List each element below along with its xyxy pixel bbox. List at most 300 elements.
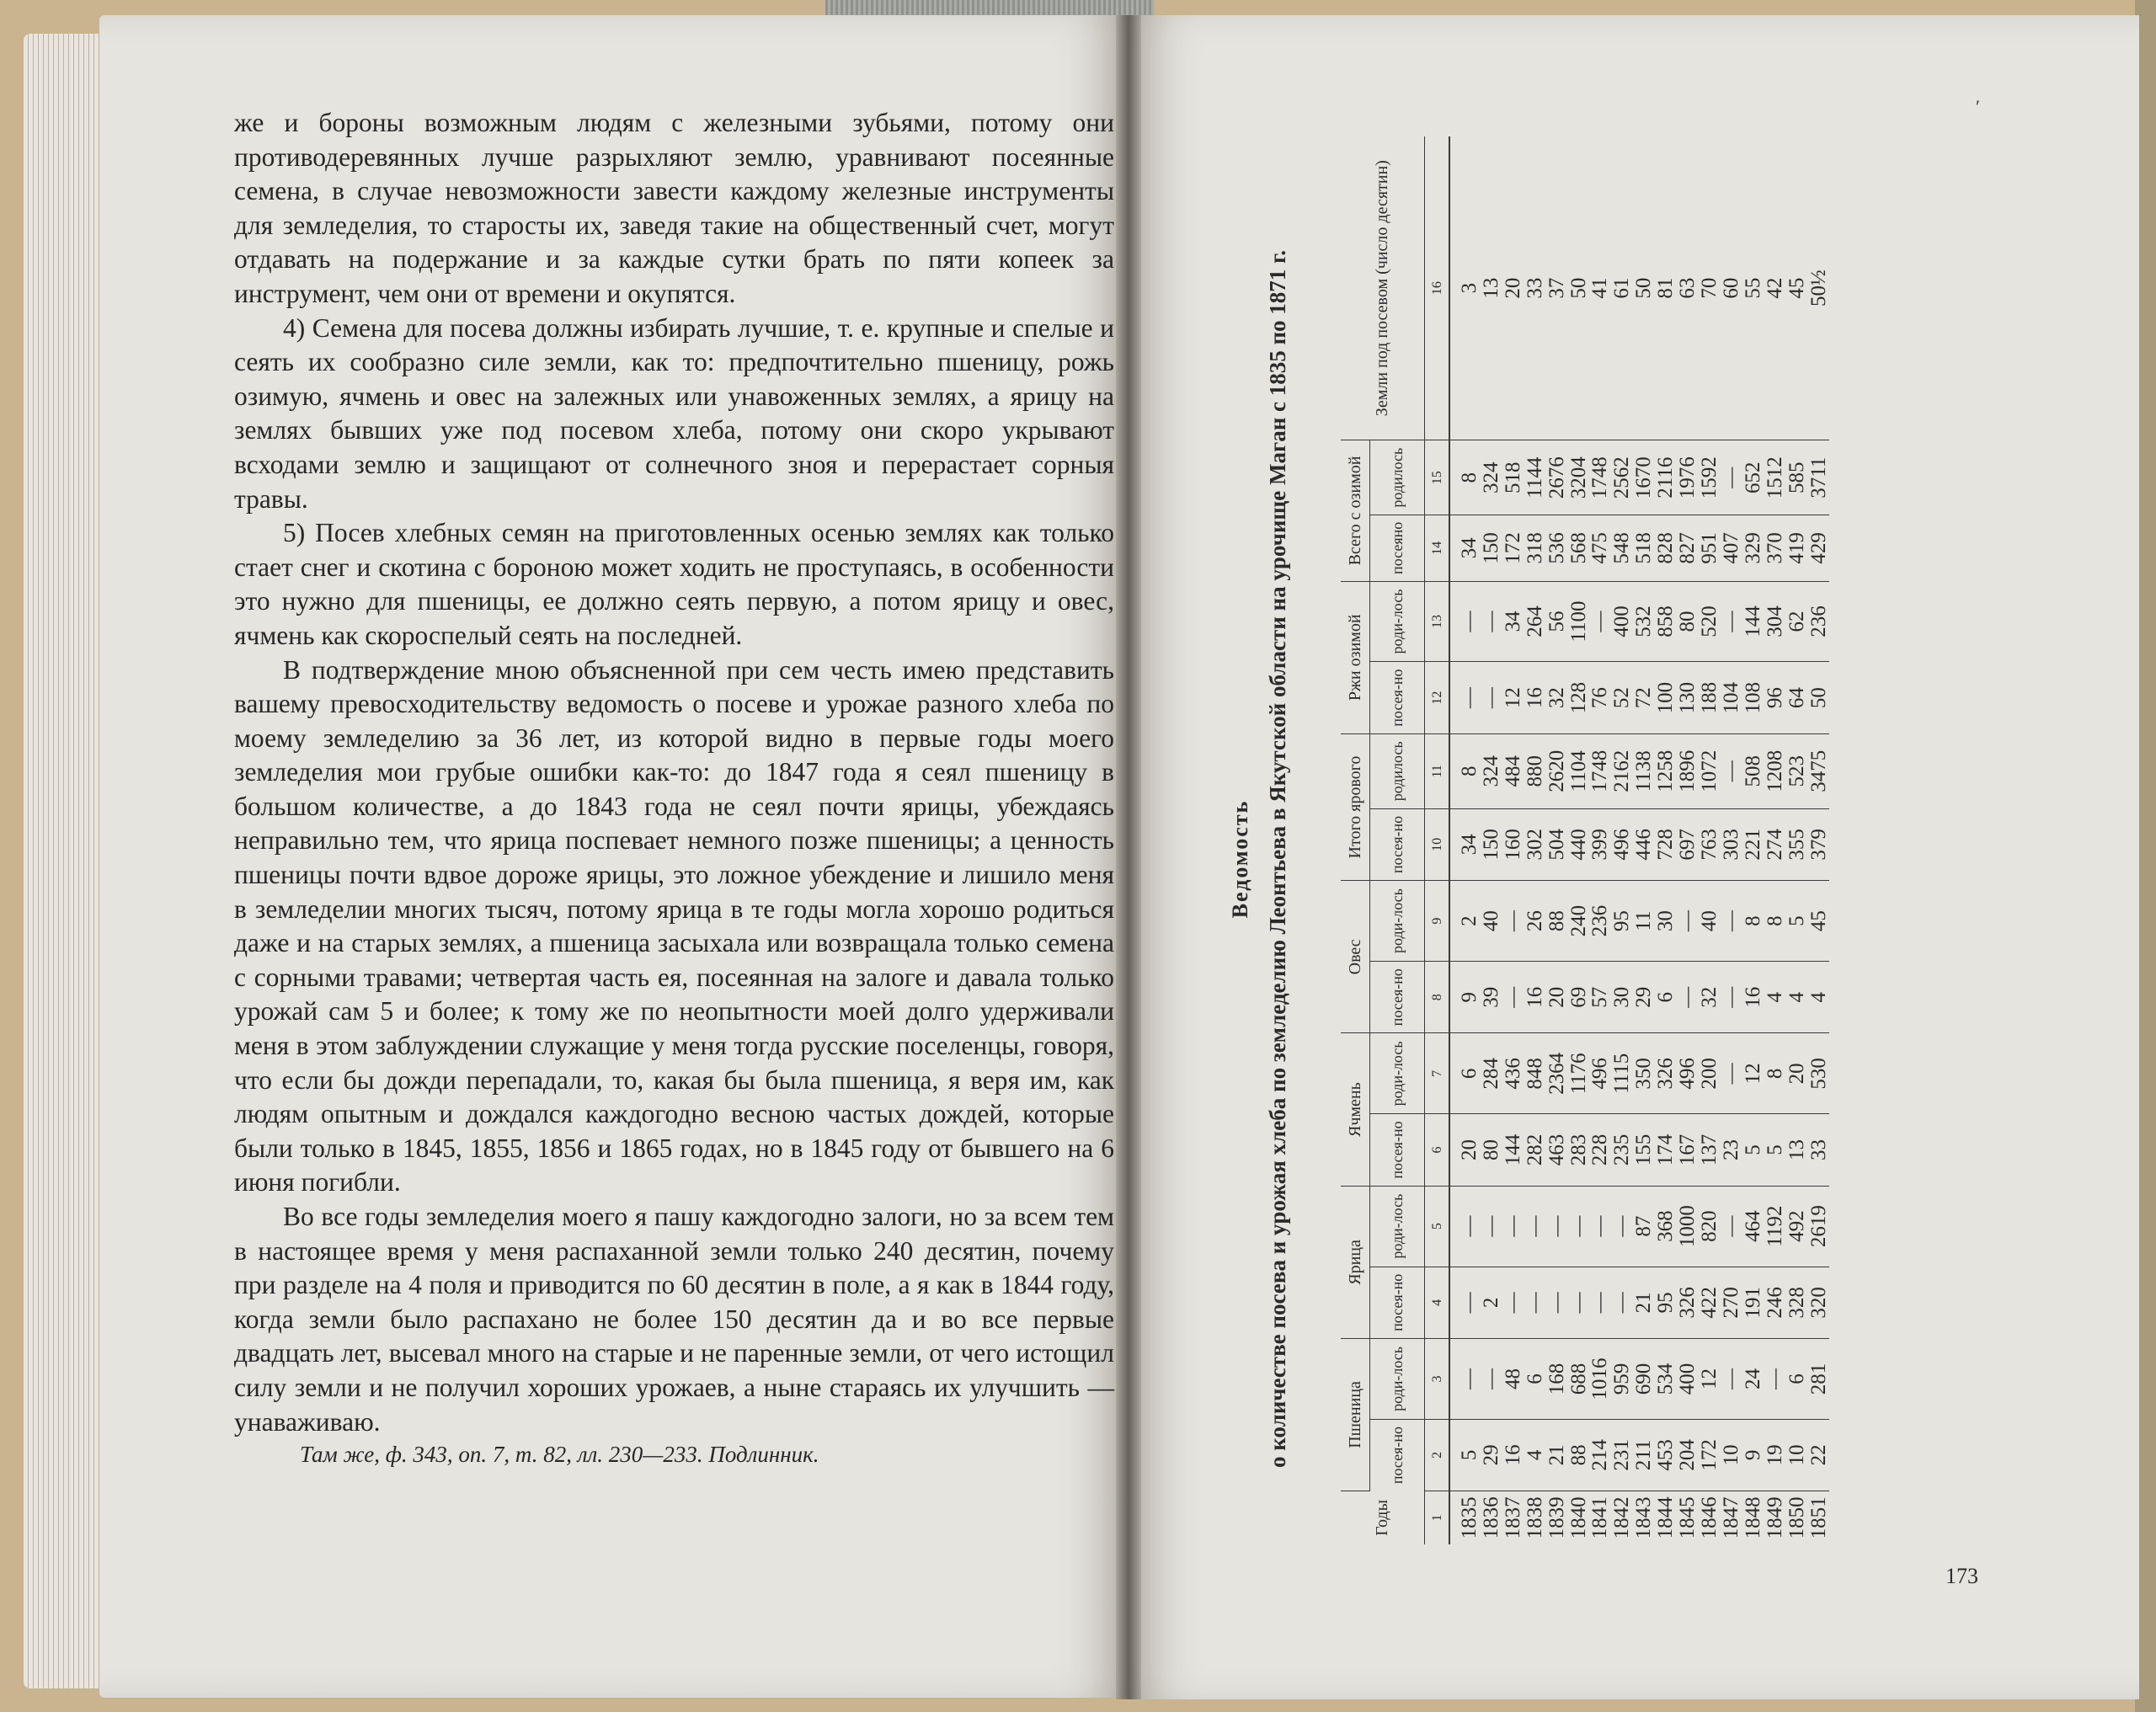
table-cell: 137 [1699, 1114, 1721, 1187]
header-land: Земли под посевом (число десятин) [1341, 136, 1425, 440]
table-cell: 200 [1699, 1033, 1721, 1114]
table-cell: 520 [1699, 581, 1721, 662]
header-yield: роди-лось [1370, 1033, 1425, 1114]
table-cell: 150 [1481, 515, 1502, 582]
table-row [1786, 136, 1808, 1544]
table-cell: 8 [1764, 1033, 1786, 1114]
table-cell: 80 [1481, 1114, 1502, 1187]
table-cell: 13 [1786, 1114, 1808, 1187]
table-cell: 3475 [1808, 733, 1830, 808]
year-cell: 1844 [1654, 1496, 1678, 1539]
table-cell: 32 [1546, 662, 1568, 734]
table-cell: 24 [1742, 1339, 1764, 1420]
table-cell: 20 [1449, 1114, 1481, 1187]
table-cell: — [1721, 961, 1742, 1033]
table-cell: — [1449, 581, 1481, 662]
header-yield: роди-лось [1370, 1186, 1425, 1267]
table-cell: 76 [1589, 662, 1611, 734]
table-cell: 827 [1677, 515, 1699, 582]
table-cell: 2116 [1655, 440, 1677, 515]
printed-mark: ′ [1976, 96, 1980, 117]
table-cell: 221 [1742, 808, 1764, 881]
header-years: Годы [1341, 1491, 1425, 1544]
year-cell: 1836 [1479, 1496, 1502, 1539]
column-number: 1 [1425, 1491, 1450, 1544]
table-cell: 326 [1677, 1267, 1699, 1339]
table-cell: 329 [1742, 515, 1764, 582]
column-number: 15 [1425, 440, 1450, 515]
table-cell: 155 [1633, 1114, 1655, 1187]
table-cell: 504 [1546, 808, 1568, 881]
table-cell: 1192 [1764, 1186, 1786, 1267]
table-cell: 3 [1449, 136, 1481, 440]
table-cell: 40 [1699, 881, 1721, 962]
table-cell: 3204 [1568, 440, 1590, 515]
table-cell: — [1524, 1267, 1546, 1339]
table-cell: — [1546, 1186, 1568, 1267]
column-number: 4 [1425, 1267, 1450, 1339]
column-number: 5 [1425, 1186, 1450, 1267]
table-cell: 1104 [1568, 733, 1590, 808]
table-cell: 61 [1611, 136, 1633, 440]
table-cell: — [1589, 581, 1611, 662]
table-cell: 12 [1502, 662, 1524, 734]
table-cell: 88 [1568, 1419, 1590, 1491]
table-cell: 652 [1742, 440, 1764, 515]
table-cell: 34 [1449, 808, 1481, 881]
year-cell: 1840 [1566, 1496, 1590, 1539]
table-cell: — [1449, 662, 1481, 734]
table-cell: 324 [1481, 733, 1502, 808]
table-cell: 72 [1633, 662, 1655, 734]
table-cell: 2 [1481, 1267, 1502, 1339]
table-cell: 40 [1481, 881, 1502, 962]
table-cell: 4 [1524, 1419, 1546, 1491]
header-yield: родилось [1370, 440, 1425, 515]
table-cell: — [1568, 1186, 1590, 1267]
table-cell: 270 [1721, 1267, 1742, 1339]
column-number: 11 [1425, 733, 1450, 808]
table-cell: 2364 [1546, 1033, 1568, 1114]
header-group: Итого ярового [1341, 733, 1370, 880]
table-cell: 80 [1677, 581, 1699, 662]
table-cell: 518 [1633, 515, 1655, 582]
table-cell: — [1449, 1339, 1481, 1420]
header-group: Ржи озимой [1341, 581, 1370, 733]
table-cell: 496 [1611, 808, 1633, 881]
column-number: 16 [1425, 136, 1450, 440]
table-cell: 880 [1524, 733, 1546, 808]
header-sown: посея-но [1370, 1419, 1425, 1491]
table-cell: — [1721, 1339, 1742, 1420]
table-cell: 400 [1677, 1339, 1699, 1420]
table-cell: 128 [1568, 662, 1590, 734]
table-cell: 9 [1742, 1419, 1764, 1491]
table-cell: — [1568, 1267, 1590, 1339]
table-heading: Ведомость [1228, 799, 1252, 919]
table-cell: 1000 [1677, 1186, 1699, 1267]
table-cell: 368 [1655, 1186, 1677, 1267]
column-number: 2 [1425, 1419, 1450, 1491]
table-cell: 4 [1764, 961, 1786, 1033]
table-cell: 130 [1677, 662, 1699, 734]
table-cell: — [1677, 961, 1699, 1033]
table-cell: 828 [1655, 515, 1677, 582]
table-cell: 5 [1764, 1114, 1786, 1187]
table-cell: 2676 [1546, 440, 1568, 515]
table-cell: 690 [1633, 1339, 1655, 1420]
table-cell: 69 [1568, 961, 1590, 1033]
column-number: 6 [1425, 1114, 1450, 1187]
table-cell: 64 [1786, 662, 1808, 734]
table-cell: — [1502, 881, 1524, 962]
table-cell: 20 [1502, 136, 1524, 440]
table-cell: 32 [1699, 961, 1721, 1033]
header-yield: роди-лось [1370, 581, 1425, 662]
year-cell: 1847 [1719, 1496, 1742, 1539]
table-cell: 52 [1611, 662, 1633, 734]
year-cell: 1845 [1676, 1496, 1700, 1539]
table-row [1449, 136, 1481, 1544]
table-cell: 2 [1449, 881, 1481, 962]
table-cell: 763 [1699, 808, 1721, 881]
table-cell: 281 [1808, 1339, 1830, 1420]
table-row [1546, 136, 1568, 1544]
table-cell: 50 [1568, 136, 1590, 440]
table-cell: 87 [1633, 1186, 1655, 1267]
table-cell: 167 [1677, 1114, 1699, 1187]
table-cell: — [1721, 881, 1742, 962]
table-cell: 41 [1589, 136, 1611, 440]
table-cell: 16 [1524, 662, 1546, 734]
paragraph: Во все годы земледелия моего я пашу каждогодно залоги, но за всем тем в настоящее время у меня распаханной земли только 240 десятин, почему при разделе на 4 поля и приводится по 60 десятин в поле, а я как в 1844 году, когда земли было распахано не более 150 десятин да и во все первые двадцать лет, высевал много на старые и не паренные земли, от чего истощил силу земли и не получил хороших урожаев, а ныне стараясь их улучшить — унаваживаю. [234, 1202, 1114, 1437]
table-cell: 191 [1742, 1267, 1764, 1339]
header-group: Овес [1341, 881, 1370, 1033]
table-cell: 1976 [1677, 440, 1699, 515]
table-cell: 39 [1481, 961, 1502, 1033]
paragraph: В подтверждение мною объясненной при сем честь имею представить вашему превосходительству ведомость о посеве и урожае разного хлеба по моему земледелию за 36 лет, из которой видно в первые годы моего земледелия мои грубые ошибки как-то: до 1847 года я сеял пшеницу в большом количестве, а до 1843 года не сеял почти ярицы, убеждаясь неправильно тем, что ярица поспевает немного позже пшеницы; а ценность пшеницы почти вдвое дороже ярицы, это ложное убеждение и лишило меня в земледелии многих тысяч, потому ярица в те годы могла хорошо родиться даже и на старых землях, а пшеница засыхала или возвращала только семена с сорными травами; четвертая часть ея, посеянная на залоге и давала только урожай сам 5 и более; к тому же по неопытности моей долго удерживали меня в этом заблуждении служащие у меня тогда русские поселенцы, говоря, что если бы дожди перепадали, то, какая бы была пшеница, я веря им, как людям опытным и дождался каждогодно весною частых дождей, которые были только в 1845, 1855, 1856 и 1865 годах, но в 1845 году от бывшего на 6 июня погибли. [234, 654, 1114, 1197]
table-cell: 6 [1449, 1033, 1481, 1114]
table-cell: — [1589, 1186, 1611, 1267]
header-sown: посея-но [1370, 1267, 1425, 1339]
year-cell: 1846 [1697, 1496, 1721, 1539]
table-cell: 518 [1502, 440, 1524, 515]
table-cell: 16 [1524, 961, 1546, 1033]
table-cell: 100 [1655, 662, 1677, 734]
table-cell: — [1481, 662, 1502, 734]
table-cell: 144 [1742, 581, 1764, 662]
table-cell: 95 [1611, 881, 1633, 962]
table-cell: 50 [1633, 136, 1655, 440]
table-cell: 820 [1699, 1186, 1721, 1267]
paragraph: же и бороны возможным людям с железными зубьями, потому они противодеревянных лучше разрыхляют землю, уравнивают посеянные семена, в случае невозможности завести каждому железные инструменты для земледелия, то старосты их, заведя такие на общественный счет, могут отдавать на подержание и за каждые сутки брать по пяти копеек за инструмент, чем они от времени и окупятся. [234, 108, 1114, 308]
table-cell: 1896 [1677, 733, 1699, 808]
table-cell: 96 [1764, 662, 1786, 734]
table-cell: — [1589, 1267, 1611, 1339]
table-cell: 6 [1655, 961, 1677, 1033]
table-cell: 532 [1633, 581, 1655, 662]
table-cell: 1208 [1764, 733, 1786, 808]
table-cell: — [1449, 1267, 1481, 1339]
table-cell: 4 [1786, 961, 1808, 1033]
year-cell: 1835 [1458, 1496, 1481, 1539]
table-cell: 45 [1808, 881, 1830, 962]
table-cell: 8 [1742, 881, 1764, 962]
table-cell: 70 [1699, 136, 1721, 440]
year-cell: 1837 [1501, 1496, 1524, 1539]
table-cell: — [1481, 1186, 1502, 1267]
table-cell: 1115 [1611, 1033, 1633, 1114]
table-cell: 407 [1721, 515, 1742, 582]
table-cell: 496 [1589, 1033, 1611, 1114]
year-cell: 1841 [1588, 1496, 1612, 1539]
table-cell: 429 [1808, 515, 1830, 582]
table-cell: 951 [1699, 515, 1721, 582]
column-number: 14 [1425, 515, 1450, 582]
column-number: 10 [1425, 808, 1450, 881]
header-yield: роди-лось [1370, 881, 1425, 962]
table-row [1655, 136, 1677, 1544]
table-cell: 475 [1589, 515, 1611, 582]
table-cell: 530 [1808, 1033, 1830, 1114]
table-cell: 236 [1589, 881, 1611, 962]
table-cell: 453 [1655, 1419, 1677, 1491]
column-number: 13 [1425, 581, 1450, 662]
table-cell: 6 [1786, 1339, 1808, 1420]
table-row [1677, 136, 1699, 1544]
table-cell: 11 [1633, 881, 1655, 962]
table-cell: 1100 [1568, 581, 1590, 662]
table-cell: 33 [1808, 1114, 1830, 1187]
table-cell: 42 [1764, 136, 1786, 440]
table-cell: 19 [1764, 1419, 1786, 1491]
table-cell: — [1481, 1339, 1502, 1420]
table-cell: 400 [1611, 581, 1633, 662]
table-cell: — [1721, 1033, 1742, 1114]
table-cell: — [1502, 961, 1524, 1033]
table-cell: 484 [1502, 733, 1524, 808]
table-cell: 60 [1721, 136, 1742, 440]
table-cell: 4 [1808, 961, 1830, 1033]
table-cell: 446 [1633, 808, 1655, 881]
table-subheading: о количестве посева и урожая хлеба по земледелию Леонтьева в Якутской области на урочище Маган с 1835 по 1871 г. [1265, 249, 1290, 1469]
table-cell: 959 [1611, 1339, 1633, 1420]
table-cell: 26 [1524, 881, 1546, 962]
table-cell: 10 [1721, 1419, 1742, 1491]
year-cell: 1851 [1806, 1496, 1830, 1539]
table-cell: 5 [1449, 1419, 1481, 1491]
table-cell: 568 [1568, 515, 1590, 582]
table-cell: — [1524, 1186, 1546, 1267]
year-cell: 1843 [1632, 1496, 1656, 1539]
table-cell: 12 [1742, 1033, 1764, 1114]
table-cell: 1512 [1764, 440, 1786, 515]
table-cell: 320 [1808, 1267, 1830, 1339]
table-cell: 88 [1546, 881, 1568, 962]
table-cell: 523 [1786, 733, 1808, 808]
table-cell: — [1502, 1186, 1524, 1267]
table-cell: 283 [1568, 1114, 1590, 1187]
table-cell: 16 [1742, 961, 1764, 1033]
column-number: 8 [1425, 961, 1450, 1033]
header-yield: родилось [1370, 733, 1425, 808]
table-cell: 95 [1655, 1267, 1677, 1339]
table-cell: — [1502, 1267, 1524, 1339]
table-cell: 536 [1546, 515, 1568, 582]
table-cell: 1670 [1633, 440, 1655, 515]
table-cell: 303 [1721, 808, 1742, 881]
table-cell: 29 [1481, 1419, 1502, 1491]
year-cell: 1848 [1741, 1496, 1764, 1539]
table-cell: 697 [1677, 808, 1699, 881]
table-cell: 3711 [1808, 440, 1830, 515]
header-sown: посея-но [1370, 961, 1425, 1033]
table-cell: 422 [1699, 1267, 1721, 1339]
source-citation: Там же, ф. 343, оп. 7, т. 82, лл. 230—233. Подлинник. [300, 1442, 819, 1467]
table-cell: 30 [1611, 961, 1633, 1033]
header-group: Всего с озимой [1341, 440, 1370, 581]
table-cell: — [1764, 1339, 1786, 1420]
table-cell: 104 [1721, 662, 1742, 734]
table-cell: 34 [1502, 581, 1524, 662]
table-row [1611, 136, 1633, 1544]
table-cell: 284 [1481, 1033, 1502, 1114]
table-cell: 108 [1742, 662, 1764, 734]
table-cell: 1592 [1699, 440, 1721, 515]
table-cell: 12 [1699, 1339, 1721, 1420]
table-cell: 399 [1589, 808, 1611, 881]
table-cell: — [1481, 581, 1502, 662]
table-cell: 282 [1524, 1114, 1546, 1187]
table-row [1633, 136, 1655, 1544]
table-cell: — [1721, 1186, 1742, 1267]
table-cell: 56 [1546, 581, 1568, 662]
table-cell: 55 [1742, 136, 1764, 440]
harvest-table [1341, 136, 1829, 1544]
table-cell: 1748 [1589, 440, 1611, 515]
table-cell: — [1721, 733, 1742, 808]
column-number: 12 [1425, 662, 1450, 734]
table-cell: 8 [1449, 440, 1481, 515]
table-cell: 318 [1524, 515, 1546, 582]
table-cell: 492 [1786, 1186, 1808, 1267]
table-cell: 464 [1742, 1186, 1764, 1267]
year-cell: 1838 [1523, 1496, 1546, 1539]
table-cell: 13 [1481, 136, 1502, 440]
table-cell: 419 [1786, 515, 1808, 582]
table-cell: 496 [1677, 1033, 1699, 1114]
table-cell: 508 [1742, 733, 1764, 808]
header-yield: роди-лось [1370, 1339, 1425, 1420]
table-cell: 236 [1808, 581, 1830, 662]
header-group: Ячмень [1341, 1033, 1370, 1186]
rotated-table-block [1221, 118, 1962, 1600]
year-cell: 1850 [1785, 1496, 1808, 1539]
table-cell: 440 [1568, 808, 1590, 881]
table-cell: 302 [1524, 808, 1546, 881]
year-cell: 1842 [1610, 1496, 1634, 1539]
table-cell: 8 [1449, 733, 1481, 808]
table-cell: 168 [1546, 1339, 1568, 1420]
table-cell: 50½ [1808, 136, 1830, 440]
table-row [1589, 136, 1611, 1544]
table-cell: 688 [1568, 1339, 1590, 1420]
table-cell: 10 [1786, 1419, 1808, 1491]
table-row [1568, 136, 1590, 1544]
table-cell: 2162 [1611, 733, 1633, 808]
table-cell: 172 [1699, 1419, 1721, 1491]
table-cell: 2562 [1611, 440, 1633, 515]
table-cell: 585 [1786, 440, 1808, 515]
table-row [1808, 136, 1830, 1544]
table-cell: 20 [1786, 1033, 1808, 1114]
table-cell: 204 [1677, 1419, 1699, 1491]
table-cell: 355 [1786, 808, 1808, 881]
table-cell: 728 [1655, 808, 1677, 881]
table-cell: 1258 [1655, 733, 1677, 808]
table-cell: 21 [1633, 1267, 1655, 1339]
header-sown: посея-но [1370, 662, 1425, 734]
table-cell: 23 [1721, 1114, 1742, 1187]
page-number: 173 [1945, 1564, 1978, 1588]
book-gutter [1116, 15, 1141, 1699]
table-cell: 6 [1524, 1339, 1546, 1420]
table-cell: 231 [1611, 1419, 1633, 1491]
table-cell: 211 [1633, 1419, 1655, 1491]
table-cell: 5 [1742, 1114, 1764, 1187]
table-cell: — [1611, 1186, 1633, 1267]
table-cell: 63 [1677, 136, 1699, 440]
table-cell: 228 [1589, 1114, 1611, 1187]
table-row [1524, 136, 1546, 1544]
header-sown: посеяно [1370, 515, 1425, 582]
table-cell: 436 [1502, 1033, 1524, 1114]
table-cell: 150 [1481, 808, 1502, 881]
table-cell: 1176 [1568, 1033, 1590, 1114]
table-cell: 2619 [1808, 1186, 1830, 1267]
table-cell: 858 [1655, 581, 1677, 662]
table-cell: 214 [1589, 1419, 1611, 1491]
table-cell: 240 [1568, 881, 1590, 962]
table-cell: 37 [1546, 136, 1568, 440]
table-row [1699, 136, 1721, 1544]
table-cell: 1138 [1633, 733, 1655, 808]
table-cell: 45 [1786, 136, 1808, 440]
table-cell: 1016 [1589, 1339, 1611, 1420]
table-cell: 534 [1655, 1339, 1677, 1420]
table-cell: 246 [1764, 1267, 1786, 1339]
table-cell: 848 [1524, 1033, 1546, 1114]
table-row [1502, 136, 1524, 1544]
table-cell: 188 [1699, 662, 1721, 734]
table-cell: 274 [1764, 808, 1786, 881]
table-cell: 463 [1546, 1114, 1568, 1187]
table-cell: 172 [1502, 515, 1524, 582]
table-cell: 1072 [1699, 733, 1721, 808]
table-cell: 2620 [1546, 733, 1568, 808]
table-cell: — [1449, 1186, 1481, 1267]
table-cell: 370 [1764, 515, 1786, 582]
table-row [1764, 136, 1786, 1544]
year-cell: 1839 [1545, 1496, 1568, 1539]
table-cell: 57 [1589, 961, 1611, 1033]
header-group: Пшеница [1341, 1339, 1370, 1491]
paragraph: 4) Семена для посева должны избирать лучшие, т. е. крупные и спелые и сеять их сообразно силе земли, как то: предпочтительно пшеницу, рожь озимую, ячмень и овес на залежных или унавоженных землях, а ярицу на землях бывших уже под посевом хлеба, потому они скоро укрывают всходами землю и защищают от солнечного зноя и перерастает сорныя травы. [234, 312, 1114, 514]
table-cell: 304 [1764, 581, 1786, 662]
table-cell: 1748 [1589, 733, 1611, 808]
table-cell: 174 [1655, 1114, 1677, 1187]
table-cell: — [1677, 881, 1699, 962]
